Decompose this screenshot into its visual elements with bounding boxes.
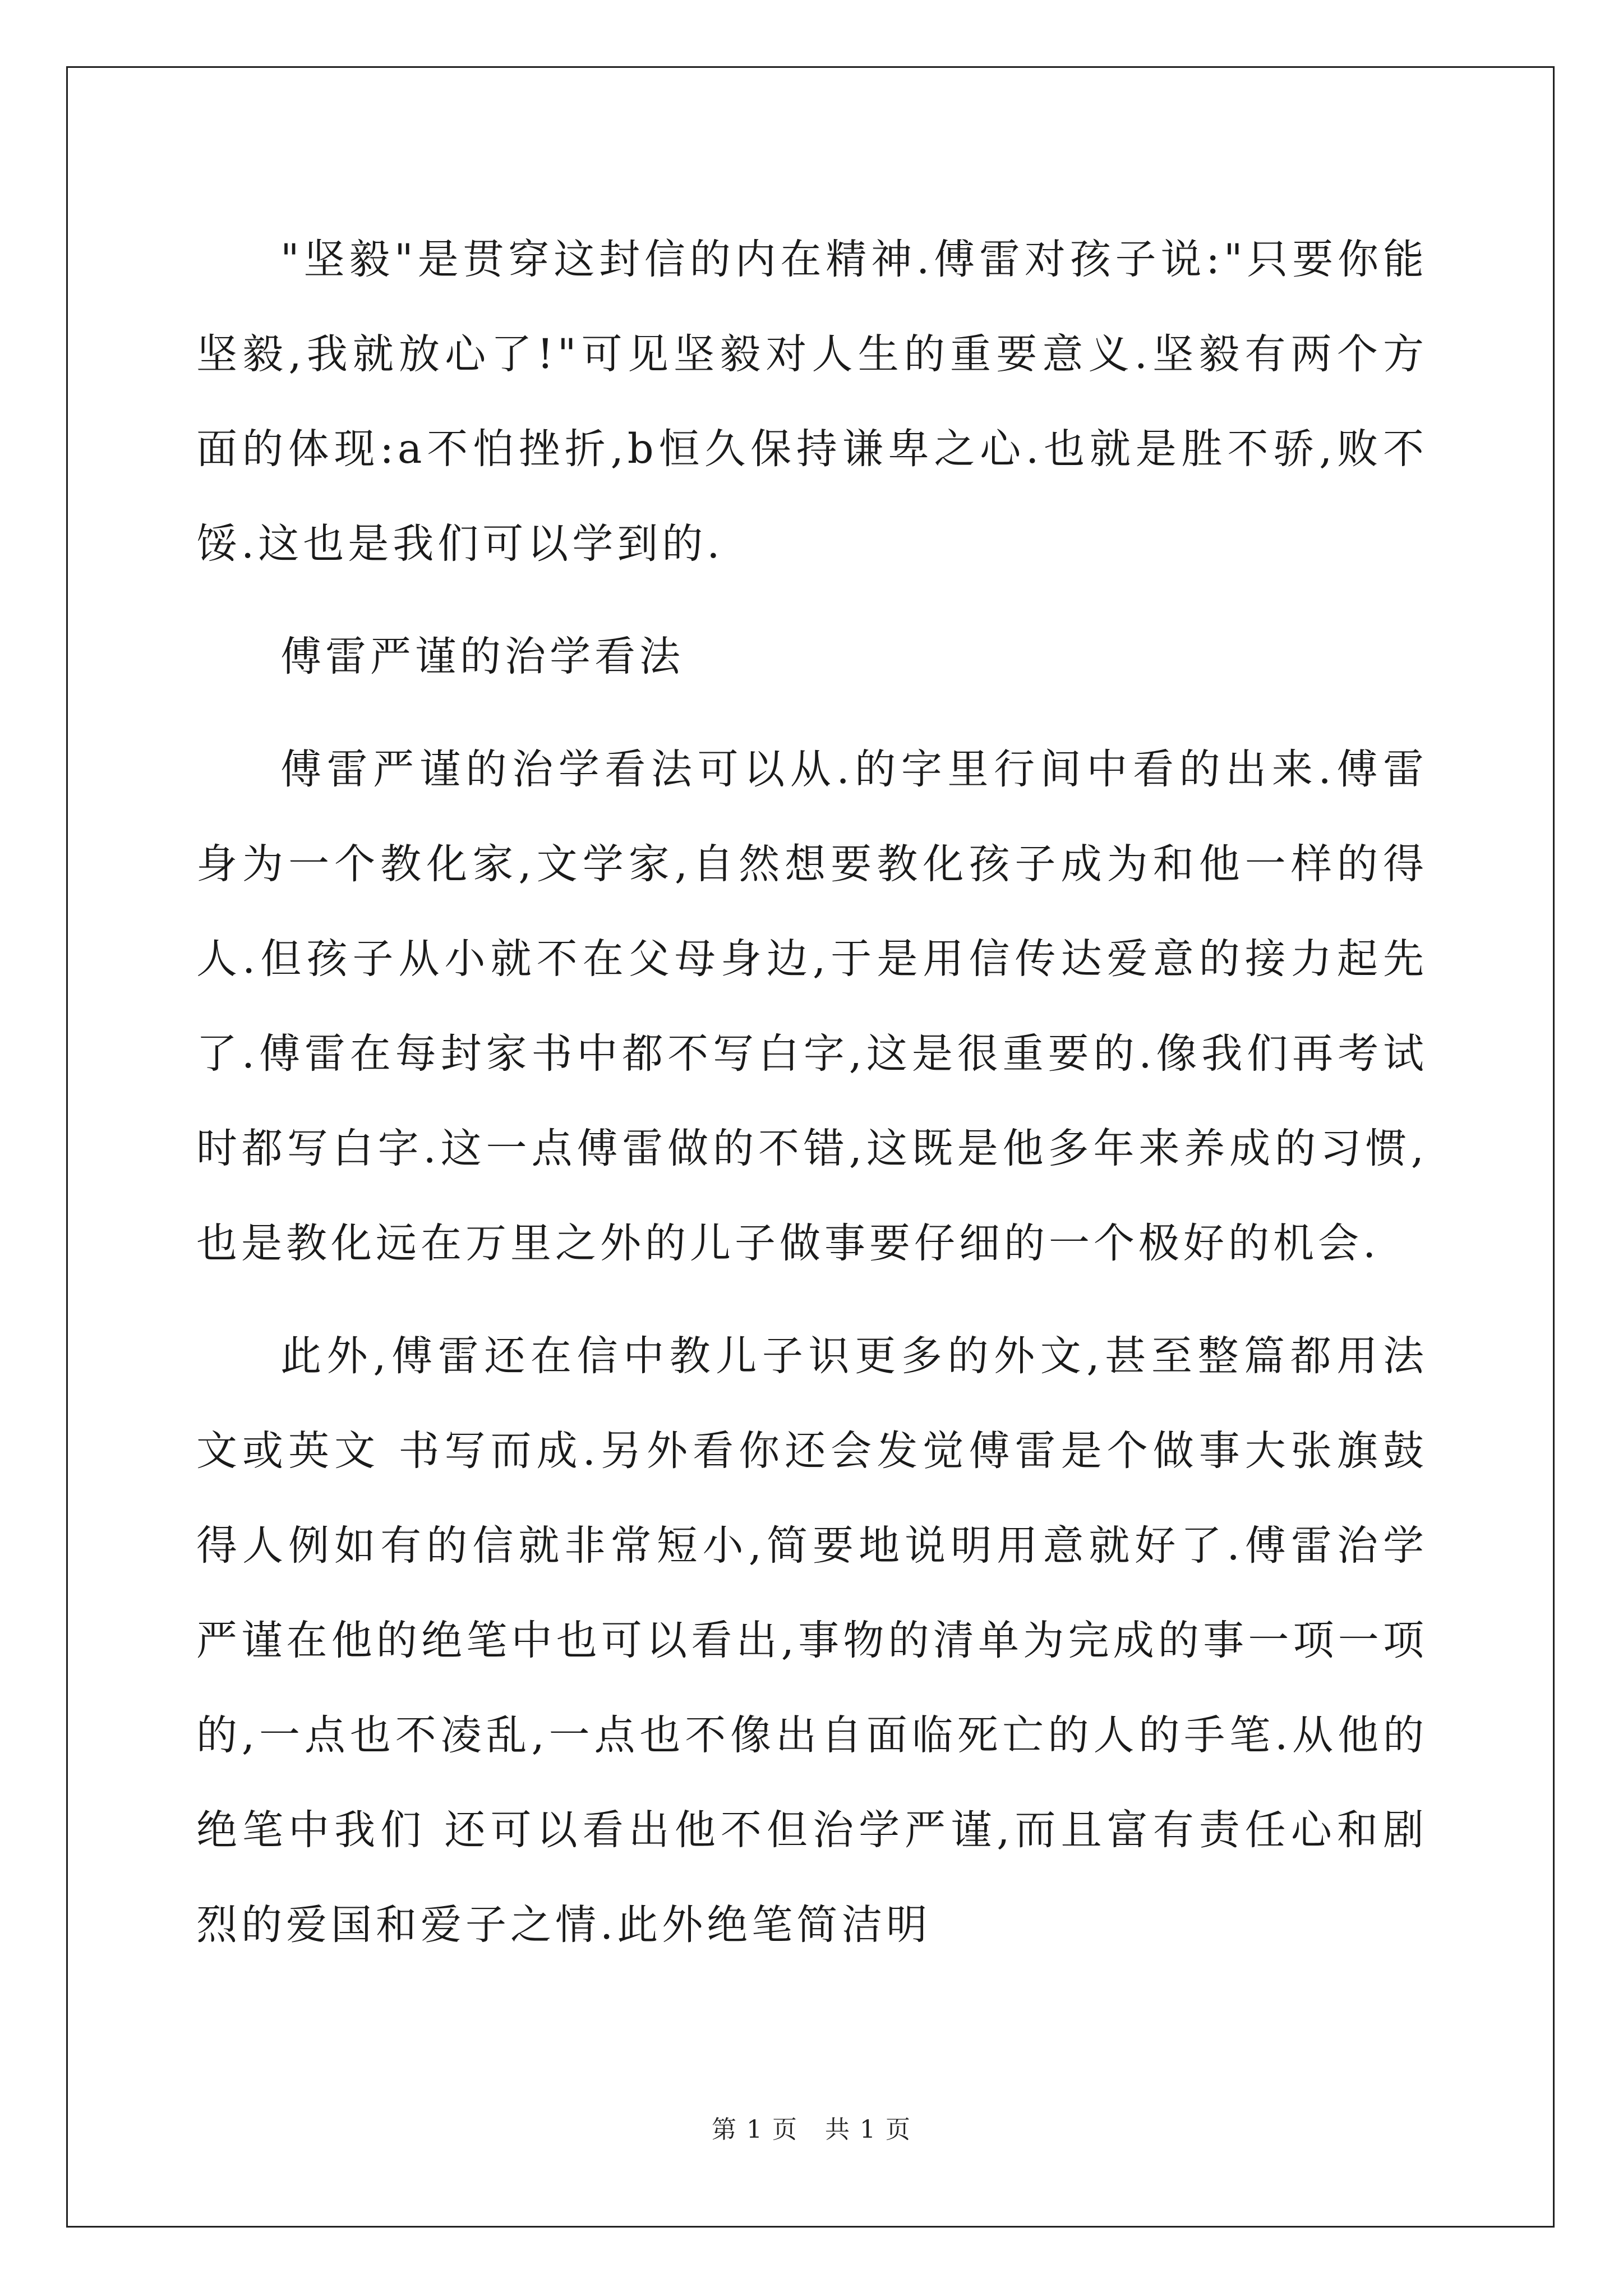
document-body [196, 212, 1428, 1972]
paragraph-foreign-languages: 此外,傅雷还在信中教儿子识更多的外文,甚至整篇都用法文或英文 书写而成.另外看你还会发觉傅雷是个做事大张旗鼓得人例如有的信就非常短小,简要地说明用意就好了.傅雷治学严谨在他的绝笔中也可以看出,事物的清单为完成的事一项一项的,一点也不凌乱,一点也不像出自面临死亡的人的手笔.从他的绝笔中我们 还可以看出他不但治学严谨,而且富有责任心和剧烈的爱国和爱子之情.此外绝笔简洁明 [196, 1332, 1428, 1949]
paragraph-perseverance: "坚毅"是贯穿这封信的内在精神.傅雷对孩子说:"只要你能坚毅,我就放心了!"可见坚毅对人生的重要意义.坚毅有两个方面的体现:a不怕挫折,b恒久保持谦卑之心.也就是胜不骄,败不馁.这也是我们可以学到的. [196, 236, 1428, 568]
paragraph-scholarship: 傅雷严谨的治学看法可以从.的字里行间中看的出来.傅雷身为一个教化家,文学家,自然想要教化孩子成为和他一样的得人.但孩子从小就不在父母身边,于是用信传达爱意的接力起先了.傅雷在每封家书中都不写白字,这是很重要的.像我们再考试时都写白字.这一点傅雷做的不错,这既是他多年来养成的习惯,也是教化远在万里之外的儿子做事要仔细的一个极好的机会. [196, 746, 1428, 1267]
page-number: 第 1 页 共 1 页 [712, 2115, 911, 2144]
paragraph-heading-scholarship: 傅雷严谨的治学看法 [280, 633, 684, 680]
